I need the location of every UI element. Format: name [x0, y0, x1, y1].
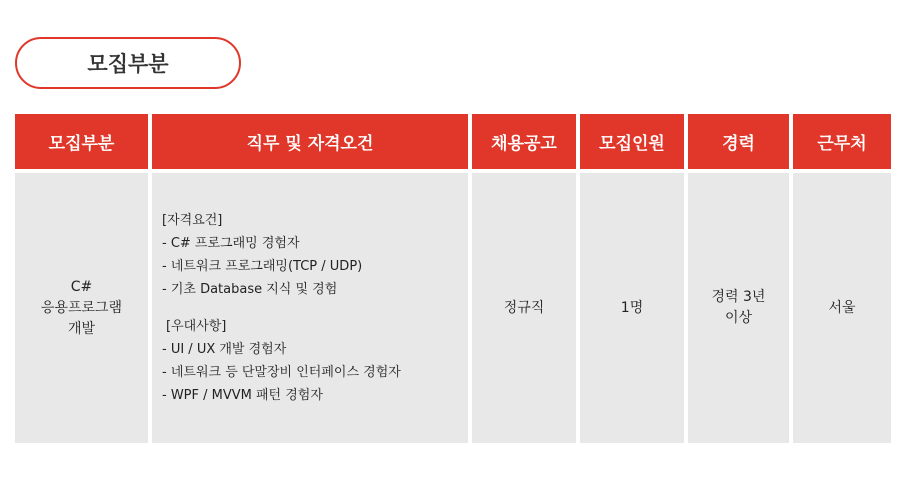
- position-line: C#: [70, 278, 93, 295]
- cell-requirements: [152, 173, 468, 443]
- header-headcount: 모집인원: [580, 114, 684, 169]
- cell-experience: [688, 173, 789, 443]
- preferred-heading: [우대사항]: [166, 319, 227, 334]
- hiring-type: 정규직: [503, 299, 545, 316]
- header-location: 근무처: [793, 114, 891, 169]
- cell-headcount: [580, 173, 684, 443]
- position-line: 응용프로그램: [40, 299, 123, 316]
- experience-line: 이상: [724, 310, 753, 326]
- qualification-item: - 기초 Database 지식 및 경험: [162, 282, 338, 297]
- qualification-item: - C# 프로그래밍 경험자: [162, 236, 300, 251]
- section-title: 모집부분: [87, 52, 169, 76]
- cell-hiring-type: [472, 173, 576, 443]
- header-hiring-type: 채용공고: [472, 114, 576, 169]
- header-position: 모집부분: [15, 114, 148, 169]
- preferred-item: - 네트워크 등 단말장비 인터페이스 경험자: [162, 365, 401, 380]
- header-experience: 경력: [688, 114, 789, 169]
- cell-position: [15, 173, 148, 443]
- headcount: 1명: [620, 299, 644, 316]
- section-title-pill: [15, 37, 241, 89]
- preferred-item: - UI / UX 개발 경험자: [162, 342, 287, 357]
- qualification-item: - 네트워크 프로그래밍(TCP / UDP): [162, 259, 363, 274]
- experience-line: 경력 3년: [711, 289, 766, 305]
- position-line: 개발: [67, 320, 96, 337]
- location: 서울: [828, 299, 856, 316]
- qualifications-heading: [자격요건]: [162, 213, 223, 228]
- header-requirements: 직무 및 자격오건: [152, 114, 468, 169]
- preferred-item: - WPF / MVVM 패턴 경험자: [162, 388, 323, 403]
- recruitment-table: [15, 114, 888, 443]
- cell-location: [793, 173, 891, 443]
